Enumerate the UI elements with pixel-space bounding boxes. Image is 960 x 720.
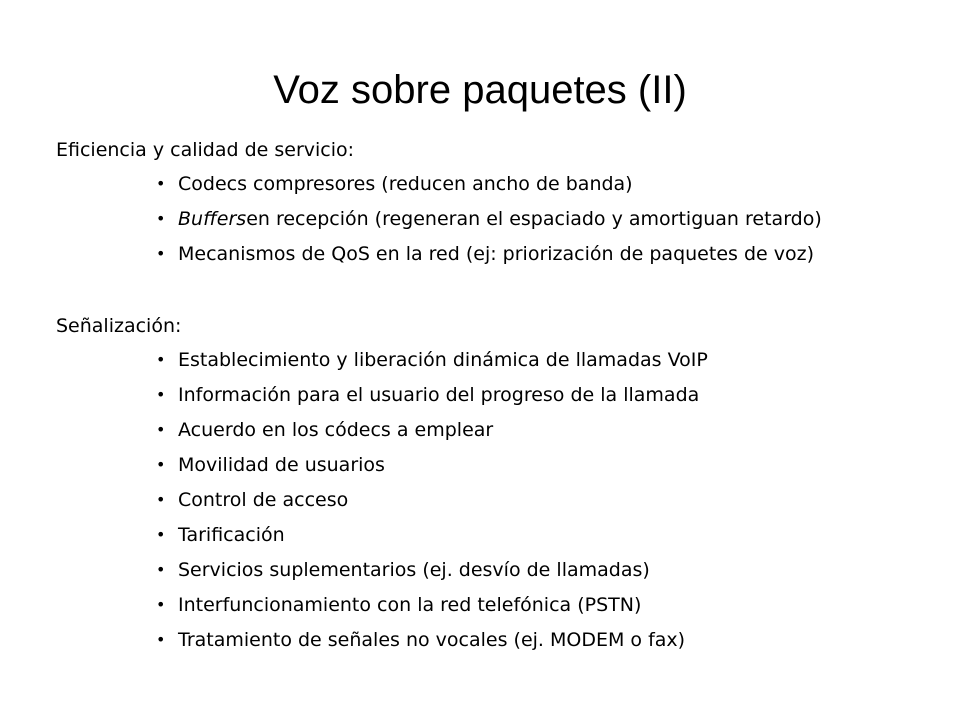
item-text: Acuerdo en los códecs a emplear bbox=[178, 419, 494, 441]
list-item bbox=[156, 628, 708, 652]
item-text: Servicios suplementarios (ej. desvío de llamadas) bbox=[178, 559, 650, 581]
bullet-icon: • bbox=[156, 244, 166, 263]
list-item bbox=[156, 207, 822, 231]
item-text: Tratamiento de señales no vocales (ej. MODEM o fax) bbox=[178, 629, 686, 651]
list-item bbox=[156, 523, 708, 547]
slide-title: Voz sobre paquetes (II) bbox=[273, 68, 687, 112]
item-emphasis: Buffers bbox=[178, 208, 247, 230]
item-text: Control de acceso bbox=[178, 489, 349, 511]
item-text: Información para el usuario del progreso de la llamada bbox=[178, 384, 700, 406]
item-text: Interfuncionamiento con la red telefónica (PSTN) bbox=[178, 594, 642, 616]
list-item bbox=[156, 453, 708, 477]
item-text: Movilidad de usuarios bbox=[178, 454, 385, 476]
bullet-icon: • bbox=[156, 385, 166, 404]
section-heading-signaling: Señalización: bbox=[56, 315, 182, 337]
list-item bbox=[156, 348, 708, 372]
efficiency-bullet-list bbox=[156, 172, 822, 277]
item-text: Codecs compresores (reducen ancho de banda) bbox=[178, 173, 633, 195]
bullet-icon: • bbox=[156, 209, 166, 228]
list-item bbox=[156, 242, 822, 266]
list-item bbox=[156, 488, 708, 512]
list-item bbox=[156, 418, 708, 442]
list-item bbox=[156, 593, 708, 617]
bullet-icon: • bbox=[156, 490, 166, 509]
item-text: Tarificación bbox=[178, 524, 285, 546]
list-item bbox=[156, 558, 708, 582]
bullet-icon: • bbox=[156, 420, 166, 439]
list-item bbox=[156, 383, 708, 407]
bullet-icon: • bbox=[156, 560, 166, 579]
signaling-bullet-list bbox=[156, 348, 708, 663]
bullet-icon: • bbox=[156, 455, 166, 474]
bullet-icon: • bbox=[156, 525, 166, 544]
bullet-icon: • bbox=[156, 350, 166, 369]
section-heading-efficiency: Eficiencia y calidad de servicio: bbox=[56, 139, 355, 161]
bullet-icon: • bbox=[156, 630, 166, 649]
bullet-icon: • bbox=[156, 595, 166, 614]
bullet-icon: • bbox=[156, 174, 166, 193]
item-text: Mecanismos de QoS en la red (ej: priorización de paquetes de voz) bbox=[178, 243, 814, 265]
item-text: en recepción (regeneran el espaciado y amortiguan retardo) bbox=[246, 208, 822, 230]
list-item bbox=[156, 172, 822, 196]
item-text: Establecimiento y liberación dinámica de llamadas VoIP bbox=[178, 349, 708, 371]
